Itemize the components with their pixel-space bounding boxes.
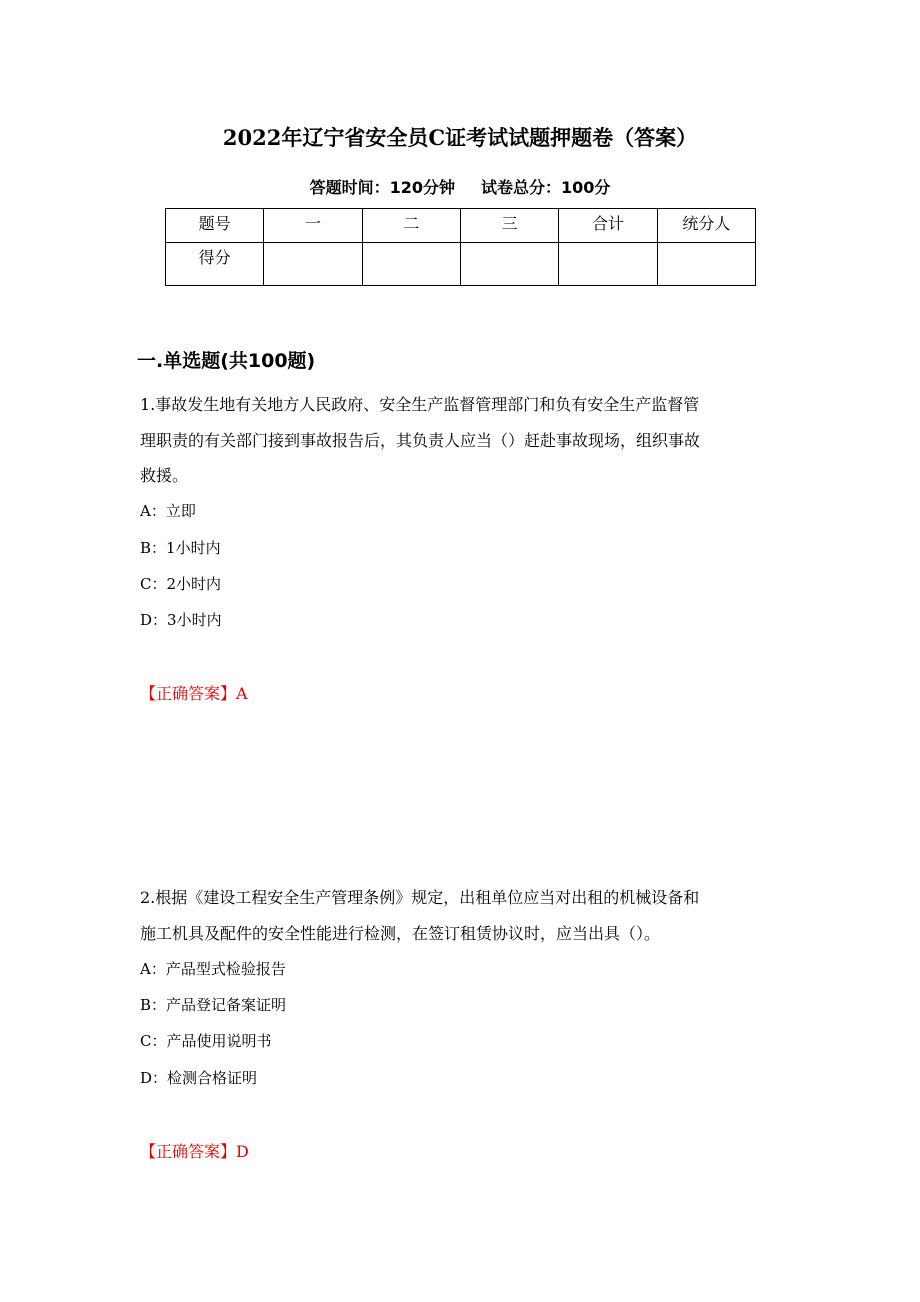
score-table-header-cell: 二 bbox=[362, 209, 460, 243]
score-table-header-row bbox=[166, 209, 756, 243]
score-cell bbox=[264, 243, 362, 286]
score-cell bbox=[460, 243, 558, 286]
score-table-header-cell: 三 bbox=[460, 209, 558, 243]
score-table bbox=[165, 208, 756, 286]
option-d: D：3小时内 bbox=[140, 611, 222, 629]
score-row-label: 得分 bbox=[166, 243, 264, 286]
option-b: B：1小时内 bbox=[140, 539, 221, 557]
option-d: D：检测合格证明 bbox=[140, 1069, 258, 1087]
option-b: B：产品登记备案证明 bbox=[140, 996, 287, 1014]
question-stem-line: 施工机具及配件的安全性能进行检测，在签订租赁协议时，应当出具（）。 bbox=[140, 924, 661, 943]
correct-answer: 【正确答案】D bbox=[140, 1142, 249, 1161]
question-stem-line: 救援。 bbox=[140, 466, 189, 485]
score-table-header-cell: 题号 bbox=[166, 209, 264, 243]
question-stem-line: 1.事故发生地有关地方人民政府、安全生产监督管理部门和负有安全生产监督管 bbox=[140, 395, 700, 414]
exam-time: 答题时间：120分钟 bbox=[309, 178, 455, 197]
exam-meta bbox=[0, 175, 920, 198]
score-table-header-cell: 合计 bbox=[559, 209, 657, 243]
score-cell bbox=[559, 243, 657, 286]
score-cell bbox=[362, 243, 460, 286]
option-c: C：产品使用说明书 bbox=[140, 1032, 272, 1050]
option-c: C：2小时内 bbox=[140, 575, 222, 593]
score-table-header-cell: 统分人 bbox=[657, 209, 755, 243]
question-stem-line: 2.根据《建设工程安全生产管理条例》规定，出租单位应当对出租的机械设备和 bbox=[140, 888, 700, 907]
score-cell bbox=[657, 243, 755, 286]
document-title: 2022年辽宁省安全员C证考试试题押题卷（答案） bbox=[222, 125, 698, 150]
score-table-header-cell: 一 bbox=[264, 209, 362, 243]
question-stem-line: 理职责的有关部门接到事故报告后，其负责人应当（）赶赴事故现场，组织事故 bbox=[140, 431, 701, 450]
option-a: A：产品型式检验报告 bbox=[140, 960, 286, 978]
exam-total-score: 试卷总分：100分 bbox=[481, 178, 611, 197]
section-title: 一.单选题(共100题) bbox=[137, 350, 316, 372]
option-a: A：立即 bbox=[140, 502, 196, 520]
correct-answer: 【正确答案】A bbox=[140, 684, 248, 703]
score-table-score-row bbox=[166, 243, 756, 286]
